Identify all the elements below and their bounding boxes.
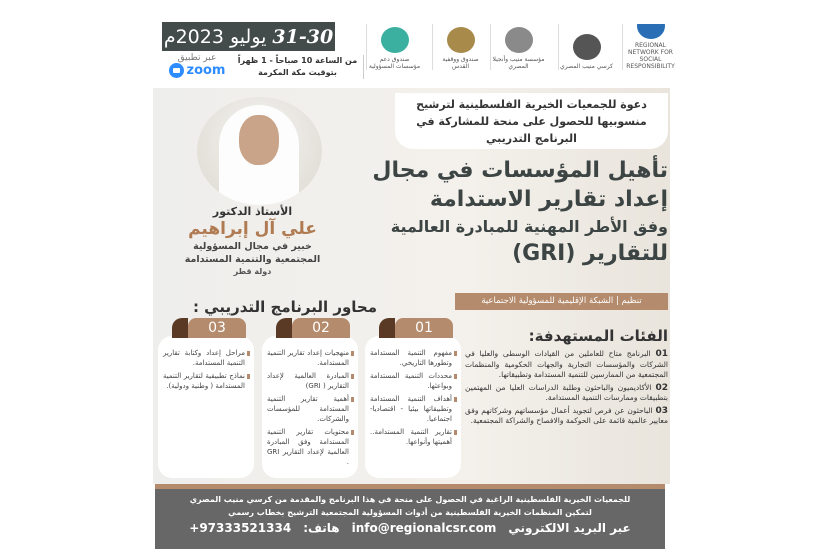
axis-item: محددات التنمية المستدامة وبواعثها. (370, 371, 456, 391)
footer-line: لتمكين المنظمات الخيرية الفلسطينية من أدوات المسؤولية المجتمعية الترشيح بخطاب رسمي (228, 508, 592, 517)
title-line: للتقارير (GRI) (512, 241, 668, 266)
partner-logo (366, 24, 422, 70)
date-banner (162, 22, 335, 51)
invite-line: منسوبيها للحصول على منحة للمشاركة في (416, 115, 647, 128)
axis-number-tab: 01 (395, 318, 453, 338)
logo-mark-icon (447, 27, 475, 53)
target-text: الأكاديميون والباحثون وطلبة الدراسات العليا من المهتمين بتطبيقات وممارسات التنمية المستدامة. (465, 382, 668, 402)
axis-item: مراحل إعداد وكتابة تقارير التنمية المستدامة. (163, 348, 249, 368)
date-days: 31-30 (272, 25, 334, 48)
zoom-via: عبر تطبيق (177, 53, 217, 63)
target-text: البرنامج متاح للعاملين من القيادات الوسطى والعليا في الشركات والمؤسسات التجارية والجهات الحكومية والمنظمات المجتمعية من الممارسين للتنمية المستدامة وتطبيقاتها. (465, 349, 668, 379)
axis-item: تقارير التنمية المستدامة.. أهميتها وأنواعها. (370, 427, 456, 447)
phone-label: هاتف: (303, 521, 340, 535)
partner-logo (558, 24, 614, 70)
logo-caption: REGIONAL NETWORK FOR SOCIAL RESPONSIBILITY (626, 42, 675, 70)
target-text: الباحثون عن فرص لتجويد أعمال مؤسساتهم وشركاتهم وفق معايير عالمية قائمة على الحوكمة والافصاح والشراكة المجتمعية. (465, 405, 668, 425)
axis-number-tab: 03 (188, 318, 246, 338)
logo-mark-icon (573, 34, 601, 60)
partner-logo (622, 24, 678, 70)
logo-mark-icon (505, 27, 533, 53)
target-item (465, 383, 668, 404)
date-month-year: يوليو 2023م (163, 25, 267, 48)
invitation-box (395, 93, 668, 149)
partner-logo (490, 24, 546, 70)
organizer-bar: تنظيم | الشبكة الإقليمية للمسؤولية الاجتماعية (455, 293, 668, 310)
speaker-photo (197, 97, 322, 205)
logo-mark-icon (381, 27, 409, 53)
axis-item: مفهوم التنمية المستدامة وتطورها التاريخي. (370, 348, 456, 368)
phone-number[interactable]: +97333521334 (189, 521, 292, 535)
footer-line: للجمعيات الخيرية الفلسطينية الراغبة في الحصول على منحة في هذا البرنامج والمقدمة من كرسي منيب المصري (189, 495, 631, 504)
program-title (357, 156, 668, 268)
target-num: 02 (655, 382, 668, 393)
timezone-line: بتوقيت مكة المكرمة (258, 68, 337, 77)
target-item (465, 349, 668, 381)
zoom-camera-icon (169, 63, 184, 78)
speaker-desc: خبير في مجال المسؤولية (193, 241, 312, 252)
title-line: وفق الأطر المهنية للمبادرة العالمية (390, 217, 668, 236)
invite-line: البرنامج التدريبي (486, 132, 577, 145)
speaker-country: دولة قطر (233, 267, 272, 276)
axis-item: المبادرة العالمية لإعداد التقارير ( GRI) (267, 371, 353, 391)
speaker-desc: المجتمعية والتنمية المستدامة (184, 254, 321, 265)
title-line: إعداد تقارير الاستدامة (429, 187, 668, 212)
speaker-info (160, 205, 345, 277)
time-info (232, 55, 364, 79)
target-item (465, 406, 668, 427)
zoom-badge (165, 53, 229, 79)
axis-item: نماذج تطبيقية لتقارير التنمية المستدامة ( وطنية ودولية). (163, 371, 249, 391)
target-num: 03 (655, 405, 668, 416)
speaker-name: علي آل إبراهيم (188, 219, 317, 239)
axis-card (158, 336, 254, 478)
title-line: تأهيل المؤسسات في مجال (372, 158, 668, 183)
zoom-label: zoom (186, 63, 226, 78)
axis-item: محتويات تقارير التنمية المستدامة وفق المبادرة العالمية لإعداد التقارير GRI . (267, 427, 353, 467)
axes-heading: محاور البرنامج التدريبي : (192, 298, 378, 316)
invite-line: دعوة للجمعيات الخيرية الفلسطينية لترشيح (416, 98, 647, 111)
target-num: 01 (655, 349, 668, 359)
logo-caption: مؤسسة منيب وأنجيلا المصري (492, 56, 545, 70)
partner-logo (432, 24, 488, 70)
logo-mark-icon (637, 24, 665, 39)
axis-card (365, 336, 461, 478)
axis-item: منهجيات إعداد تقارير التنمية المستدامة. (267, 348, 353, 368)
axis-number-tab: 02 (292, 318, 350, 338)
axis-item: أهمية تقارير التنمية المستدامة للمؤسسات والشركات. (267, 394, 353, 424)
time-line: من الساعة 10 صباحاً - 1 ظهراً (237, 56, 358, 65)
logo-caption: صندوق دعم مؤسسات المسؤولية (368, 56, 421, 70)
logo-caption: صندوق ووقفية القدس (442, 56, 479, 70)
targets-heading: الفئات المستهدفة: (528, 327, 668, 345)
speaker-title: الأستاذ الدكتور (212, 205, 293, 218)
axis-card (262, 336, 358, 478)
axis-item: أهداف التنمية المستدامة وتطبيقاتها بيئيا - اقتصاديا- اجتماعيا. (370, 394, 456, 424)
footer-contact (155, 489, 665, 549)
email-label: عبر البريد الالكتروني (508, 521, 631, 535)
email-link[interactable]: info@regionalcsr.com (351, 521, 497, 535)
target-groups (465, 326, 668, 429)
logo-caption: كرسي منيب المصري (560, 63, 613, 70)
